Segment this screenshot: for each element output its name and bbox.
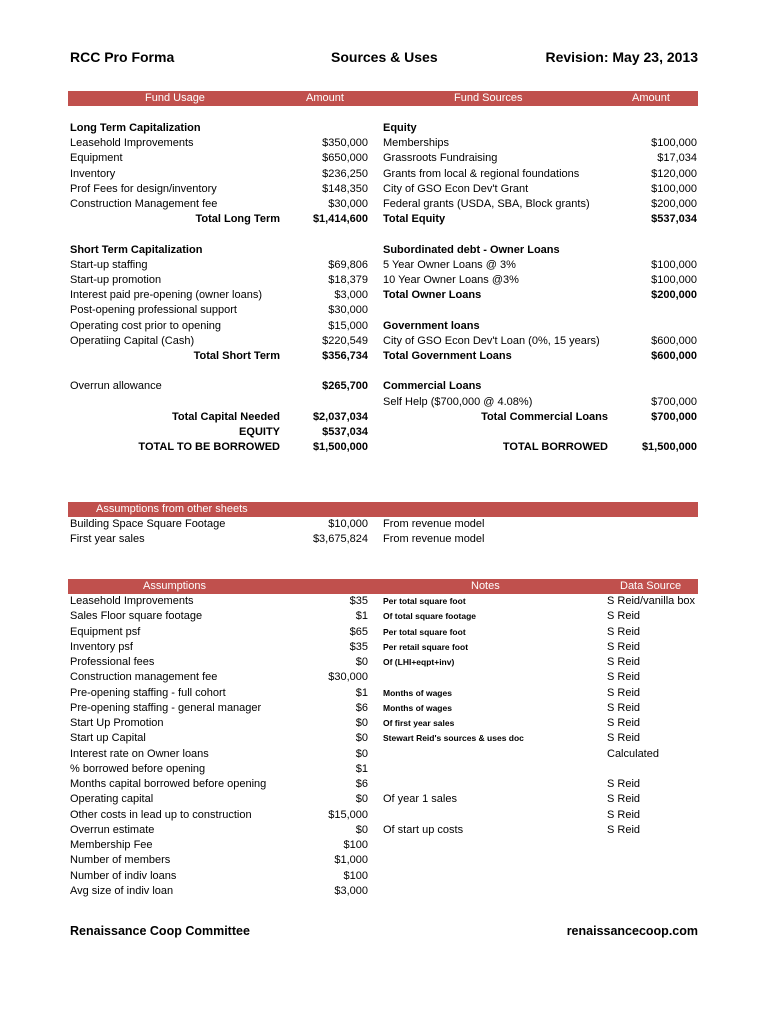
fund-usage-label: Short Term Capitalization — [70, 243, 203, 256]
assumptions-title: Assumptions — [143, 580, 206, 592]
fund-usage-label: Total Long Term — [195, 213, 280, 226]
assumption-source: S Reid — [607, 656, 641, 668]
fund-sources-header: Fund Sources — [454, 92, 523, 104]
assumption-label: Number of members — [70, 854, 171, 867]
assumption-source: S Reid — [607, 823, 641, 836]
fund-usage-label: Inventory — [70, 167, 116, 180]
fund-usage-amount: $30,000 — [328, 198, 368, 210]
assumption-value: $3,000 — [334, 884, 368, 897]
assumption-value: $1 — [355, 610, 368, 623]
fund-usage-label: Equipment — [70, 152, 123, 165]
assumption-label: Leasehold Improvements — [70, 595, 194, 607]
assumption-value: $0 — [355, 656, 368, 668]
assumption-value: $1 — [355, 762, 368, 775]
assumption-value: $1,000 — [334, 854, 368, 867]
fund-source-amount: $200,000 — [651, 289, 697, 302]
fund-source-label: Grassroots Fundraising — [383, 152, 498, 165]
assumption-note: Of year 1 sales — [383, 793, 457, 806]
other-sheet-note: From revenue model — [383, 518, 485, 530]
assumption-label: Other costs in lead up to construction — [70, 808, 252, 821]
fund-source-label: Grants from local & regional foundations — [383, 167, 580, 180]
assumption-label: % borrowed before opening — [70, 762, 206, 775]
other-sheet-value: $10,000 — [328, 518, 368, 530]
other-sheet-note: From revenue model — [383, 533, 485, 546]
doc-title: RCC Pro Forma — [70, 49, 175, 65]
fund-usage-label: Operatiing Capital (Cash) — [70, 334, 195, 347]
other-sheet-label: Building Space Square Footage — [70, 518, 226, 530]
assumption-label: Construction management fee — [70, 671, 218, 684]
assumption-label: Months capital borrowed before opening — [70, 778, 267, 790]
assumption-source: S Reid — [607, 625, 641, 638]
other-sheet-value: $3,675,824 — [312, 533, 368, 546]
fund-source-label: Total Commercial Loans — [481, 410, 608, 423]
assumption-source: S Reid — [607, 671, 641, 684]
fund-usage-amount: $148,350 — [322, 182, 368, 195]
fund-usage-amount: $220,549 — [322, 334, 368, 347]
fund-usage-label: Start-up staffing — [70, 258, 148, 271]
assumption-value: $15,000 — [328, 808, 368, 821]
assumption-value: $1 — [355, 686, 368, 699]
fund-usage-amount: $356,734 — [322, 350, 368, 362]
assumption-source: S Reid — [607, 793, 641, 806]
fund-source-label: Self Help ($700,000 @ 4.08%) — [383, 395, 533, 408]
assumption-note: Of total square footage — [383, 611, 477, 622]
assumption-label: Avg size of indiv loan — [70, 884, 174, 897]
notes-header: Notes — [471, 580, 500, 592]
fund-source-label: Memberships — [383, 137, 450, 150]
fund-source-amount: $100,000 — [651, 258, 697, 271]
fund-source-amount: $120,000 — [651, 167, 697, 180]
assumption-label: Number of indiv loans — [70, 869, 177, 882]
fund-usage-label: EQUITY — [239, 426, 280, 438]
assumption-label: Interest rate on Owner loans — [70, 747, 209, 760]
fund-source-amount: $17,034 — [657, 152, 697, 165]
assumption-value: $100 — [343, 839, 368, 851]
fund-source-amount: $200,000 — [651, 198, 697, 210]
fund-usage-label: Long Term Capitalization — [70, 122, 201, 134]
footer-org: Renaissance Coop Committee — [70, 924, 250, 938]
fund-source-amount: $100,000 — [651, 182, 697, 195]
fund-usage-label: Overrun allowance — [70, 380, 162, 393]
assumption-note: Stewart Reid's sources & uses doc — [383, 733, 524, 744]
assumption-note: Per total square foot — [383, 596, 466, 606]
assumption-value: $100 — [343, 869, 368, 882]
assumption-label: Operating capital — [70, 793, 154, 806]
assumption-value: $0 — [355, 747, 368, 760]
assumption-label: Inventory psf — [70, 640, 133, 653]
assumption-source: S Reid — [607, 701, 641, 714]
assumption-note: Per total square foot — [383, 626, 466, 637]
assumption-value: $6 — [355, 701, 368, 714]
doc-subtitle: Sources & Uses — [331, 49, 438, 65]
fund-usage-amount: $18,379 — [328, 274, 368, 286]
fund-source-label: Total Government Loans — [383, 350, 512, 362]
assumption-value: $0 — [355, 793, 368, 806]
assumption-source: S Reid — [607, 717, 641, 729]
fund-usage-label: Total Capital Needed — [172, 410, 280, 423]
assumption-value: $0 — [355, 732, 368, 745]
fund-source-amount: $100,000 — [651, 137, 697, 150]
other-sheets-title: Assumptions from other sheets — [96, 503, 248, 515]
fund-usage-amount: $537,034 — [322, 426, 368, 438]
fund-usage-header: Fund Usage — [145, 92, 205, 104]
assumption-label: Overrun estimate — [70, 823, 155, 836]
assumption-source: Calculated — [607, 747, 659, 760]
fund-usage-amount: $1,500,000 — [312, 441, 368, 454]
fund-usage-label: Start-up promotion — [70, 274, 162, 286]
fund-source-label: Total Equity — [383, 213, 446, 226]
assumption-note: Of first year sales — [383, 718, 455, 728]
assumption-label: Sales Floor square footage — [70, 610, 203, 623]
assumption-note: Per retail square foot — [383, 641, 469, 652]
revision-date: Revision: May 23, 2013 — [545, 49, 698, 65]
assumption-label: Start Up Promotion — [70, 717, 164, 729]
fund-usage-label: Construction Management fee — [70, 198, 218, 210]
fund-source-label: 10 Year Owner Loans @3% — [383, 274, 519, 286]
fund-usage-amount: $1,414,600 — [312, 213, 368, 226]
fund-usage-label: Prof Fees for design/inventory — [70, 182, 217, 195]
assumption-label: Start up Capital — [70, 732, 146, 745]
assumption-note: Of (LHI+eqpt+inv) — [383, 657, 455, 667]
sources-amount-header: Amount — [632, 92, 670, 104]
fund-usage-amount: $350,000 — [322, 137, 368, 150]
fund-source-amount: $100,000 — [651, 274, 697, 286]
fund-source-label: City of GSO Econ Dev't Grant — [383, 182, 529, 195]
assumption-value: $6 — [355, 778, 368, 790]
fund-source-amount: $600,000 — [651, 334, 697, 347]
assumption-source: S Reid — [607, 808, 641, 821]
assumption-value: $35 — [349, 595, 368, 607]
fund-usage-label: Total Short Term — [193, 350, 280, 362]
fund-source-amount: $700,000 — [651, 410, 697, 423]
assumption-value: $30,000 — [328, 671, 368, 684]
fund-usage-label: Operating cost prior to opening — [70, 319, 222, 332]
assumption-note: Months of wages — [383, 687, 452, 698]
fund-usage-label: TOTAL TO BE BORROWED — [138, 441, 280, 454]
assumption-note: Of start up costs — [383, 823, 464, 836]
fund-source-label: Total Owner Loans — [383, 289, 482, 302]
fund-source-label: Federal grants (USDA, SBA, Block grants) — [383, 198, 590, 210]
assumption-value: $65 — [349, 625, 368, 638]
fund-source-amount: $700,000 — [651, 395, 697, 408]
footer-website: renaissancecoop.com — [566, 924, 698, 938]
fund-usage-amount: $3,000 — [334, 289, 368, 302]
assumption-label: Professional fees — [70, 656, 155, 668]
fund-usage-amount: $30,000 — [328, 304, 368, 317]
fund-source-amount: $1,500,000 — [641, 441, 697, 454]
other-sheet-label: First year sales — [70, 533, 145, 546]
fund-usage-amount: $2,037,034 — [312, 410, 368, 423]
fund-source-label: 5 Year Owner Loans @ 3% — [383, 258, 516, 271]
assumption-label: Pre-opening staffing - full cohort — [70, 686, 226, 699]
assumption-source: S Reid/vanilla box — [607, 595, 696, 607]
usage-amount-header: Amount — [306, 92, 344, 104]
assumption-source: S Reid — [607, 686, 641, 699]
assumption-value: $35 — [349, 640, 368, 653]
assumption-label: Equipment psf — [70, 625, 141, 638]
assumption-note: Months of wages — [383, 702, 452, 713]
fund-usage-amount: $650,000 — [322, 152, 368, 165]
fund-table-header — [68, 91, 698, 106]
fund-usage-label: Post-opening professional support — [70, 304, 237, 317]
fund-source-label: Commercial Loans — [383, 380, 482, 393]
fund-usage-amount: $69,806 — [328, 258, 368, 271]
assumption-source: S Reid — [607, 640, 641, 653]
assumption-label: Pre-opening staffing - general manager — [70, 701, 262, 714]
data-source-header: Data Source — [620, 580, 682, 592]
fund-usage-amount: $265,700 — [322, 380, 368, 393]
assumption-source: S Reid — [607, 778, 641, 790]
fund-usage-amount: $236,250 — [322, 167, 368, 180]
fund-usage-label: Leasehold Improvements — [70, 137, 194, 150]
fund-usage-label: Interest paid pre-opening (owner loans) — [70, 289, 263, 302]
other-sheets-header — [68, 502, 698, 517]
assumption-value: $0 — [355, 717, 368, 729]
fund-source-amount: $600,000 — [651, 350, 697, 362]
assumption-value: $0 — [355, 823, 368, 836]
assumptions-header — [68, 579, 698, 594]
fund-source-label: Equity — [383, 122, 417, 134]
fund-source-label: TOTAL BORROWED — [502, 441, 608, 454]
assumption-source: S Reid — [607, 732, 641, 745]
fund-source-label: City of GSO Econ Dev't Loan (0%, 15 years) — [383, 334, 600, 347]
assumption-source: S Reid — [607, 610, 641, 623]
fund-usage-amount: $15,000 — [328, 319, 368, 332]
fund-source-label: Subordinated debt - Owner Loans — [383, 243, 560, 256]
fund-source-amount: $537,034 — [651, 213, 697, 226]
assumption-label: Membership Fee — [70, 839, 153, 851]
fund-source-label: Government loans — [383, 319, 480, 332]
